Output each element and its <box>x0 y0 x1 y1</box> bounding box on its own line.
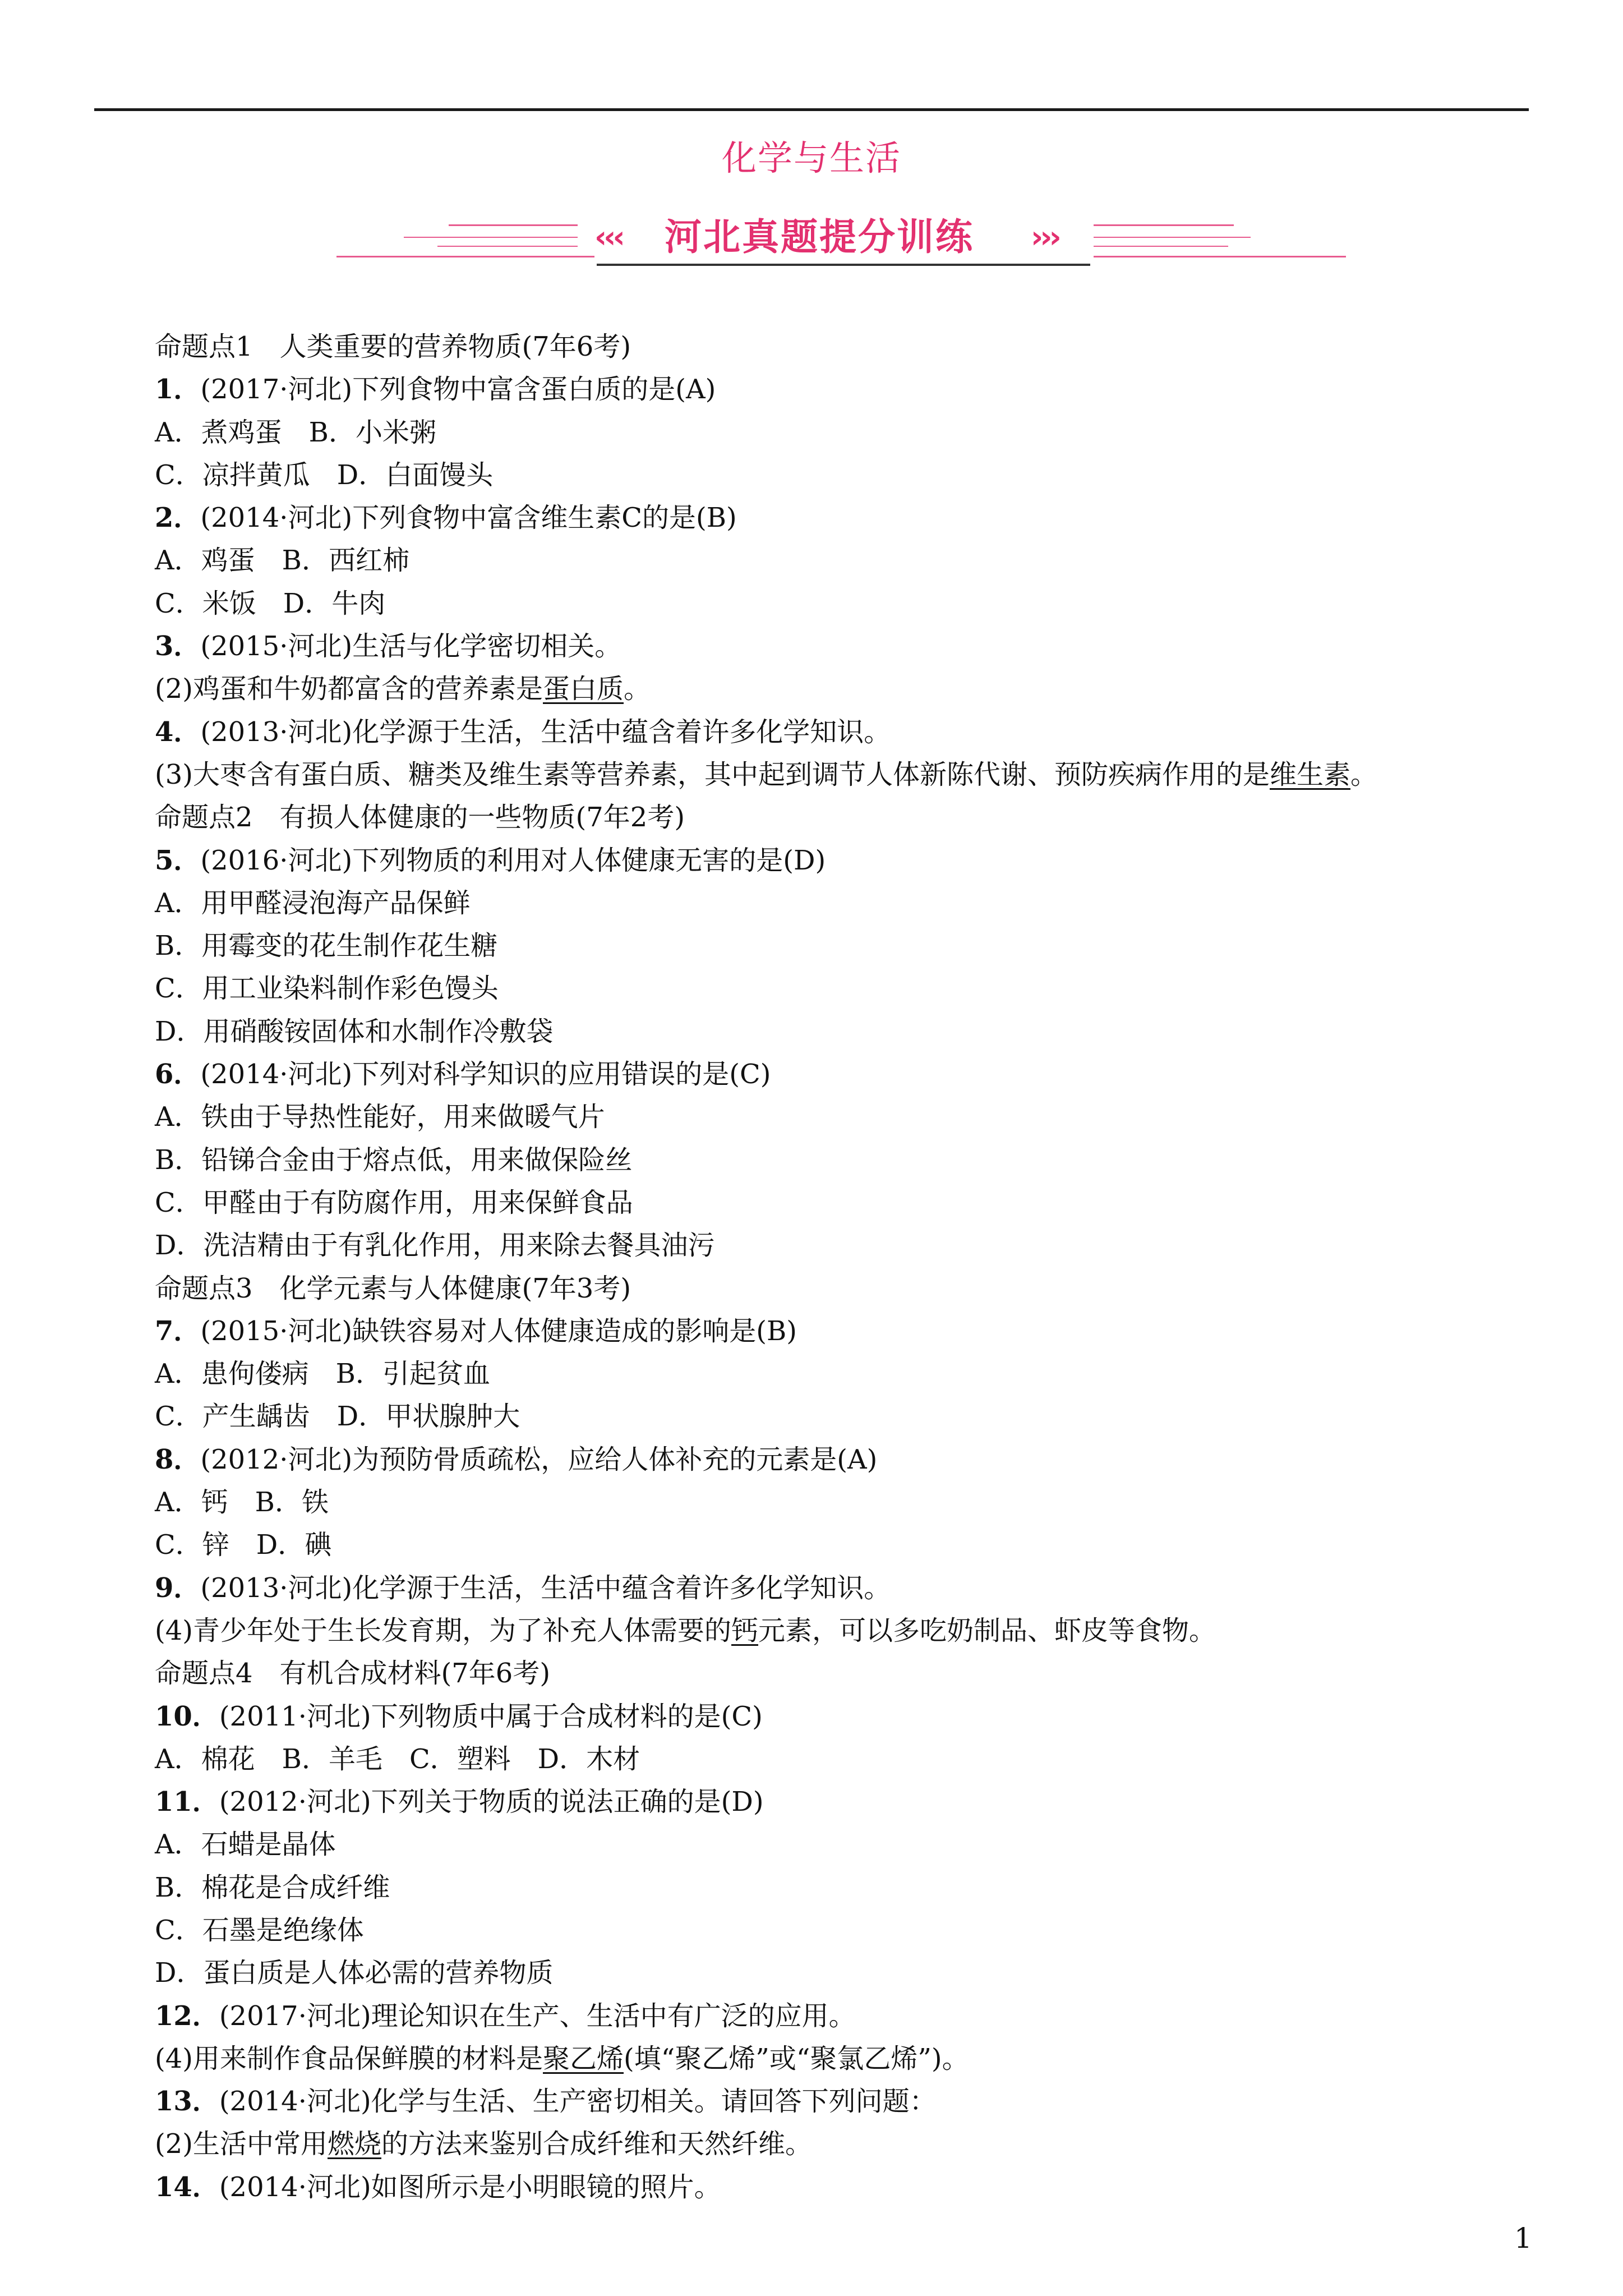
question-stem <box>155 368 1501 411</box>
question-line <box>155 967 1501 1010</box>
line-text: A．鸡蛋 B．西红柿 <box>155 545 409 577</box>
question-line <box>155 1952 1501 1994</box>
banner-decor-line <box>1094 237 1251 238</box>
question-number: 8． <box>155 1443 201 1475</box>
question-line <box>155 2037 1501 2080</box>
question-stem <box>155 1695 1501 1738</box>
question-stem <box>155 711 1501 753</box>
question-line <box>155 1909 1501 1952</box>
line-text: C．甲醛由于有防腐作用，用来保鲜食品 <box>155 1186 633 1218</box>
question-number: 6． <box>155 1059 201 1091</box>
line-text-after: 的方法来鉴别合成纤维和天然纤维。 <box>381 2128 813 2160</box>
question-stem <box>155 1780 1501 1823</box>
line-text: A．煮鸡蛋 B．小米粥 <box>155 416 436 448</box>
question-line <box>155 924 1501 967</box>
question-line <box>155 1096 1501 1138</box>
question-line <box>155 668 1501 710</box>
question-line <box>155 753 1501 796</box>
line-text: (2014·河北)化学与生活、生产密切相关。请回答下列问题： <box>219 2086 937 2118</box>
banner-decor-line <box>449 224 578 226</box>
line-text: (2012·河北)下列关于物质的说法正确的是(D) <box>219 1786 764 1818</box>
line-text-after: 。 <box>1350 758 1378 790</box>
line-text: (2014·河北)下列对科学知识的应用错误的是(C) <box>200 1059 771 1091</box>
line-text: A．患佝偻病 B．引起贫血 <box>155 1358 490 1390</box>
line-text: B．棉花是合成纤维 <box>155 1871 390 1903</box>
answer-blank: 蛋白质 <box>543 673 624 705</box>
line-text: (2012·河北)为预防骨质疏松，应给人体补充的元素是(A) <box>200 1443 878 1475</box>
question-line <box>155 1524 1501 1566</box>
question-line <box>155 1866 1501 1909</box>
question-number: 14． <box>155 2171 219 2203</box>
line-text-after: (填“聚乙烯”或“聚氯乙烯”)。 <box>624 2042 969 2074</box>
topic-heading <box>155 325 1501 368</box>
question-stem <box>155 2166 1501 2208</box>
question-number: 7． <box>155 1315 201 1347</box>
line-text: (2013·河北)化学源于生活，生活中蕴含着许多化学知识。 <box>200 1572 891 1604</box>
question-line <box>155 1738 1501 1780</box>
question-number: 1． <box>155 374 201 406</box>
line-text: 命题点4 有机合成材料(7年6考) <box>155 1658 551 1690</box>
line-text: C．米饭 D．牛肉 <box>155 587 386 619</box>
question-number: 2． <box>155 502 201 534</box>
topic-heading <box>155 1267 1501 1310</box>
topic-heading <box>155 796 1501 839</box>
question-stem <box>155 625 1501 668</box>
line-text: C．用工业染料制作彩色馒头 <box>155 973 499 1005</box>
banner-decor-line <box>404 237 578 238</box>
line-text: C．锌 D．碘 <box>155 1529 332 1561</box>
line-text: 命题点3 化学元素与人体健康(7年3考) <box>155 1272 631 1304</box>
banner-right-arrows: ››› <box>1031 219 1058 255</box>
question-line <box>155 1181 1501 1224</box>
question-stem <box>155 2080 1501 2123</box>
line-text: (2014·河北)如图所示是小明眼镜的照片。 <box>219 2171 721 2203</box>
line-text: A．用甲醛浸泡海产品保鲜 <box>155 887 471 919</box>
line-text: A．铁由于导热性能好，用来做暖气片 <box>155 1101 605 1133</box>
banner-decor-line <box>1094 246 1228 247</box>
line-text: D．洗洁精由于有乳化作用，用来除去餐具油污 <box>155 1230 715 1262</box>
top-rule <box>94 108 1529 111</box>
line-text: (2015·河北)生活与化学密切相关。 <box>200 631 622 662</box>
line-text: 命题点1 人类重要的营养物质(7年6考) <box>155 331 631 362</box>
question-line <box>155 1224 1501 1267</box>
line-text: (3)大枣含有蛋白质、糖类及维生素等营养素，其中起到调节人体新陈代谢、预防疾病作用的是 <box>155 758 1270 790</box>
line-text: (4)青少年处于生长发育期，为了补充人体需要的 <box>155 1614 731 1646</box>
line-text: (4)用来制作食品保鲜膜的材料是 <box>155 2042 543 2074</box>
question-number: 11． <box>155 1786 219 1818</box>
question-number: 9． <box>155 1572 201 1604</box>
question-line <box>155 1139 1501 1181</box>
banner-decor-line <box>336 256 594 257</box>
line-text: (2016·河北)下列物质的利用对人体健康无害的是(D) <box>200 844 826 876</box>
banner-title: 河北真题提分训练 <box>665 215 974 259</box>
line-text: (2)鸡蛋和牛奶都富含的营养素是 <box>155 673 543 705</box>
question-stem <box>155 1567 1501 1609</box>
question-stem <box>155 496 1501 539</box>
line-text: 命题点2 有损人体健康的一些物质(7年2考) <box>155 802 685 834</box>
question-line <box>155 411 1501 454</box>
answer-blank: 钙 <box>731 1614 759 1646</box>
line-text: A．钙 B．铁 <box>155 1487 329 1519</box>
question-line <box>155 582 1501 625</box>
answer-blank: 维生素 <box>1270 758 1351 790</box>
line-text: (2014·河北)下列食物中富含维生素C的是(B) <box>200 502 737 534</box>
line-text: (2011·河北)下列物质中属于合成材料的是(C) <box>219 1700 763 1732</box>
topic-heading <box>155 1652 1501 1695</box>
question-line <box>155 1010 1501 1053</box>
line-text: (2017·河北)下列食物中富含蛋白质的是(A) <box>200 374 716 406</box>
line-text: (2017·河北)理论知识在生产、生活中有广泛的应用。 <box>219 2000 856 2032</box>
line-text: (2013·河北)化学源于生活，生活中蕴含着许多化学知识。 <box>200 716 891 748</box>
question-line <box>155 1823 1501 1866</box>
question-stem <box>155 1995 1501 2037</box>
question-stem <box>155 839 1501 882</box>
question-line <box>155 454 1501 496</box>
question-line <box>155 1481 1501 1524</box>
banner-decor-line <box>1094 224 1234 226</box>
line-text: (2015·河北)缺铁容易对人体健康造成的影响是(B) <box>200 1315 797 1347</box>
question-number: 5． <box>155 844 201 876</box>
banner-decor-line <box>437 246 578 247</box>
document-title: 化学与生活 <box>721 137 901 178</box>
question-number: 3． <box>155 631 201 662</box>
line-text: A．棉花 B．羊毛 C．塑料 D．木材 <box>155 1743 640 1775</box>
question-stem <box>155 1310 1501 1352</box>
line-text: D．蛋白质是人体必需的营养物质 <box>155 1957 554 1989</box>
question-stem <box>155 1053 1501 1096</box>
answer-blank: 燃烧 <box>328 2128 382 2160</box>
page-number: 1 <box>1514 2222 1532 2254</box>
question-line <box>155 1352 1501 1395</box>
question-number: 12． <box>155 2000 219 2032</box>
question-line <box>155 539 1501 582</box>
question-line <box>155 1609 1501 1652</box>
line-text-after: 。 <box>624 673 651 705</box>
line-text: B．铅锑合金由于熔点低，用来做保险丝 <box>155 1144 633 1176</box>
question-line <box>155 1395 1501 1438</box>
banner-underline <box>597 264 1090 266</box>
question-number: 4． <box>155 716 201 748</box>
line-text: B．用霉变的花生制作花生糖 <box>155 930 498 962</box>
banner-left-arrows: ‹‹‹ <box>594 219 622 255</box>
line-text-after: 元素，可以多吃奶制品、虾皮等食物。 <box>758 1614 1216 1646</box>
line-text: C．凉拌黄瓜 D．白面馒头 <box>155 459 494 491</box>
line-text: (2)生活中常用 <box>155 2128 328 2160</box>
question-number: 10． <box>155 1700 219 1732</box>
question-line <box>155 882 1501 924</box>
line-text: D．用硝酸铵固体和水制作冷敷袋 <box>155 1015 554 1047</box>
question-line <box>155 2123 1501 2165</box>
line-text: C．石墨是绝缘体 <box>155 1914 364 1946</box>
line-text: A．石蜡是晶体 <box>155 1829 336 1861</box>
answer-blank: 聚乙烯 <box>543 2042 624 2074</box>
question-stem <box>155 1438 1501 1481</box>
line-text: C．产生龋齿 D．甲状腺肿大 <box>155 1401 520 1433</box>
question-number: 13． <box>155 2086 219 2118</box>
question-list <box>155 325 1501 2208</box>
banner-decor-line <box>1094 256 1346 257</box>
